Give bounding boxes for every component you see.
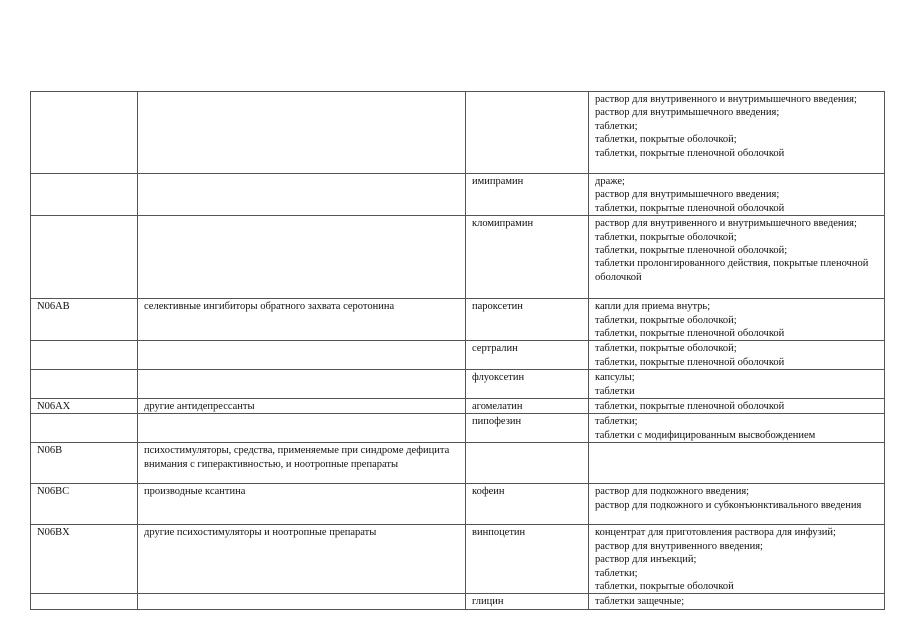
dosage-forms-cell: таблетки, покрытые оболочкой; таблетки, покрытые пленочной оболочкой <box>589 341 885 370</box>
dosage-forms-cell: капли для приема внутрь; таблетки, покрытые оболочкой; таблетки, покрытые пленочной оболочкой <box>589 299 885 341</box>
dosage-forms-cell: концентрат для приготовления раствора для инфузий; раствор для внутривенного введения; раствор для инъекций; таблетки; таблетки, покрытые оболочкой <box>589 525 885 594</box>
drug-name-cell: кофеин <box>466 484 589 525</box>
atc-code-cell: N06AB <box>31 299 138 341</box>
atc-code-cell <box>31 370 138 399</box>
table-row <box>31 399 885 414</box>
drug-name-cell: пароксетин <box>466 299 589 341</box>
dosage-forms-cell: таблетки; таблетки с модифицированным высвобождением <box>589 414 885 443</box>
dosage-forms-cell: раствор для подкожного введения; раствор для подкожного и субконъюнктивального введения <box>589 484 885 525</box>
dosage-forms-cell: драже; раствор для внутримышечного введения; таблетки, покрытые пленочной оболочкой <box>589 174 885 216</box>
atc-code-cell: N06AX <box>31 399 138 414</box>
table-row <box>31 299 885 341</box>
dosage-forms-cell: капсулы; таблетки <box>589 370 885 399</box>
pharmacological-group-cell: психостимуляторы, средства, применяемые при синдроме дефицита внимания с гиперактивностью, и ноотропные препараты <box>138 443 466 484</box>
pharmacological-group-cell <box>138 216 466 299</box>
drug-name-cell: имипрамин <box>466 174 589 216</box>
atc-code-cell <box>31 594 138 609</box>
drug-name-cell: кломипрамин <box>466 216 589 299</box>
dosage-forms-cell <box>589 443 885 484</box>
pharmacological-group-cell <box>138 341 466 370</box>
pharmacological-group-cell: другие антидепрессанты <box>138 399 466 414</box>
drug-name-cell: агомелатин <box>466 399 589 414</box>
drug-name-cell: винпоцетин <box>466 525 589 594</box>
dosage-forms-cell: таблетки защечные; <box>589 594 885 609</box>
table-row <box>31 216 885 299</box>
drug-name-cell <box>466 92 589 174</box>
pharmacological-group-cell <box>138 174 466 216</box>
dosage-forms-cell: таблетки, покрытые пленочной оболочкой <box>589 399 885 414</box>
atc-code-cell: N06B <box>31 443 138 484</box>
drug-name-cell <box>466 443 589 484</box>
drug-table <box>30 91 885 610</box>
drug-name-cell: флуоксетин <box>466 370 589 399</box>
dosage-forms-cell: раствор для внутривенного и внутримышечного введения; раствор для внутримышечного введения; таблетки; таблетки, покрытые оболочкой; таблетки, покрытые пленочной оболочкой <box>589 92 885 174</box>
drug-name-cell: сертралин <box>466 341 589 370</box>
pharmacological-group-cell <box>138 370 466 399</box>
pharmacological-group-cell <box>138 414 466 443</box>
atc-code-cell <box>31 174 138 216</box>
drug-name-cell: пипофезин <box>466 414 589 443</box>
atc-code-cell <box>31 216 138 299</box>
table-row <box>31 92 885 174</box>
dosage-forms-cell: раствор для внутривенного и внутримышечного введения; таблетки, покрытые оболочкой; таблетки, покрытые пленочной оболочкой; таблетки пролонгированного действия, покрытые пленочной оболочкой <box>589 216 885 299</box>
atc-code-cell <box>31 92 138 174</box>
atc-code-cell <box>31 341 138 370</box>
table-row <box>31 174 885 216</box>
atc-code-cell <box>31 414 138 443</box>
table-row <box>31 414 885 443</box>
drug-name-cell: глицин <box>466 594 589 609</box>
table-row <box>31 341 885 370</box>
pharmacological-group-cell <box>138 92 466 174</box>
table-row <box>31 484 885 525</box>
drug-table-body <box>31 92 885 610</box>
pharmacological-group-cell: производные ксантина <box>138 484 466 525</box>
table-row <box>31 594 885 609</box>
atc-code-cell: N06BC <box>31 484 138 525</box>
pharmacological-group-cell: селективные ингибиторы обратного захвата серотонина <box>138 299 466 341</box>
table-row <box>31 370 885 399</box>
table-row <box>31 443 885 484</box>
pharmacological-group-cell: другие психостимуляторы и ноотропные препараты <box>138 525 466 594</box>
table-row <box>31 525 885 594</box>
pharmacological-group-cell <box>138 594 466 609</box>
atc-code-cell: N06BX <box>31 525 138 594</box>
